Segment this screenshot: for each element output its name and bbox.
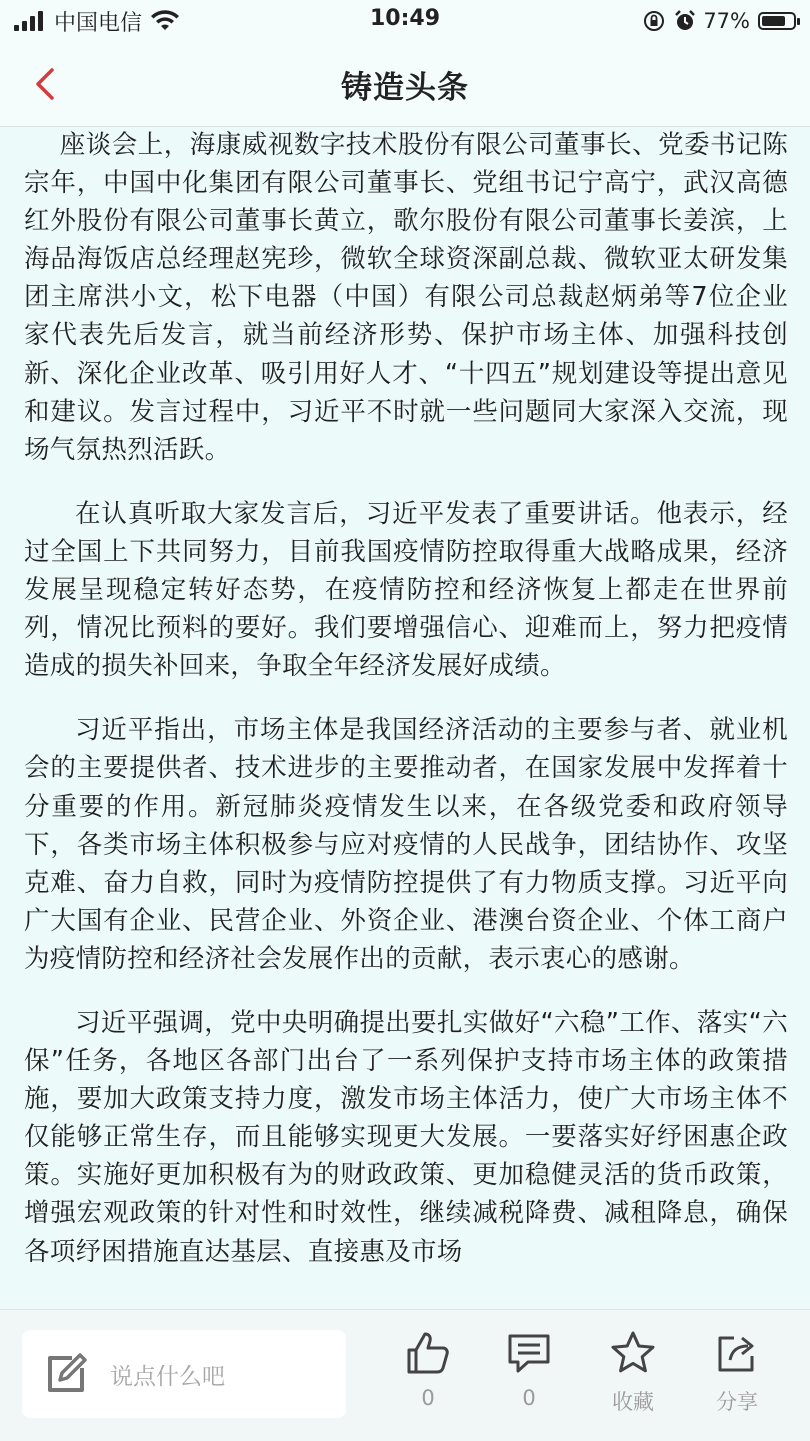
status-right [643,6,796,36]
like-count: 0 [421,1386,435,1410]
article-paragraph: 在认真听取大家发言后，习近平发表了重要讲话。他表示，经过全国上下共同努力，目前我国疫情防控取得重大战略成果，经济发展呈现稳定转好态势，在疫情防控和经济恢复上都走在世界前列，情况比预料的要好。我们要增强信心、迎难而上，努力把疫情造成的损失补回来，争取全年经济发展好成绩。 [24,498,788,682]
page-title: 铸造头条 [341,70,469,106]
article-paragraph: 习近平指出，市场主体是我国经济活动的主要参与者、就业机会的主要提供者、技术进步的主要推动者，在国家发展中发挥着十分重要的作用。新冠肺炎疫情发生以来，在各级党委和政府领导下，各类市场主体积极参与应对疫情的人民战争，团结协作、攻坚克难、奋力自救，同时为疫情防控提供了有力物质支撑。习近平向广大国有企业、民营企业、外资企业、港澳台资企业、个体工商户为疫情防控和经济社会发展作出的贡献，表示衷心的感谢。 [24,715,788,974]
battery-icon [758,12,796,30]
bottom-action-bar [0,1309,810,1441]
alarm-icon [673,9,697,33]
status-time: 10:49 [369,6,441,31]
share-icon [714,1330,760,1376]
article-paragraph: 习近平强调，党中央明确提出要扎实做好“六稳”工作、落实“六保”任务，各地区各部门出台了一系列保护支持市场主体的政策措施，要加大政策支持力度，激发市场主体活力，使广大市场主体不仅能够正常生存，而且能够实现更大发展。一要落实好纾困惠企政策。实施好更加积极有为的财政政策、更加稳健灵活的货币政策，增强宏观政策的针对性和时效性，继续减税降费、减租降息，确保各项纾困措施直达基层、直接惠及市场 [24,1007,788,1267]
favorite-label: 收藏 [612,1390,654,1414]
orientation-lock-icon [643,10,665,32]
article-body [24,126,788,1309]
battery-fill [762,16,785,26]
comment-icon [506,1330,552,1376]
nav-bar [0,42,810,127]
comment-input[interactable] [22,1330,346,1418]
edit-icon [42,1350,90,1398]
thumbs-up-icon [405,1330,451,1376]
share-label: 分享 [716,1390,758,1414]
comment-placeholder: 说点什么吧 [110,1363,225,1390]
favorite-button[interactable] [593,1330,673,1430]
battery-percent: 77% [703,9,750,33]
status-bar [0,0,810,42]
like-button[interactable] [388,1330,468,1430]
comment-count: 0 [522,1386,536,1410]
share-button[interactable] [697,1330,777,1430]
star-icon [610,1330,656,1376]
carrier-name: 中国电信 [54,10,143,36]
article-paragraph: 座谈会上，海康威视数字技术股份有限公司董事长、党委书记陈宗年，中国中化集团有限公司董事长、党组书记宁高宁，武汉高德红外股份有限公司董事长黄立，歌尔股份有限公司董事长姜滨，上海品海饭店总经理赵宪珍，微软全球资深副总裁、微软亚太研发集团主席洪小文，松下电器（中国）有限公司总裁赵炳弟等7位企业家代表先后发言，就当前经济形势、保护市场主体、加强科技创新、深化企业改革、吸引用好人才、“十四五”规划建设等提出意见和建议。发言过程中，习近平不时就一些问题同大家深入交流，现场气氛热烈活跃。 [24,130,788,465]
comment-button[interactable] [489,1330,569,1430]
